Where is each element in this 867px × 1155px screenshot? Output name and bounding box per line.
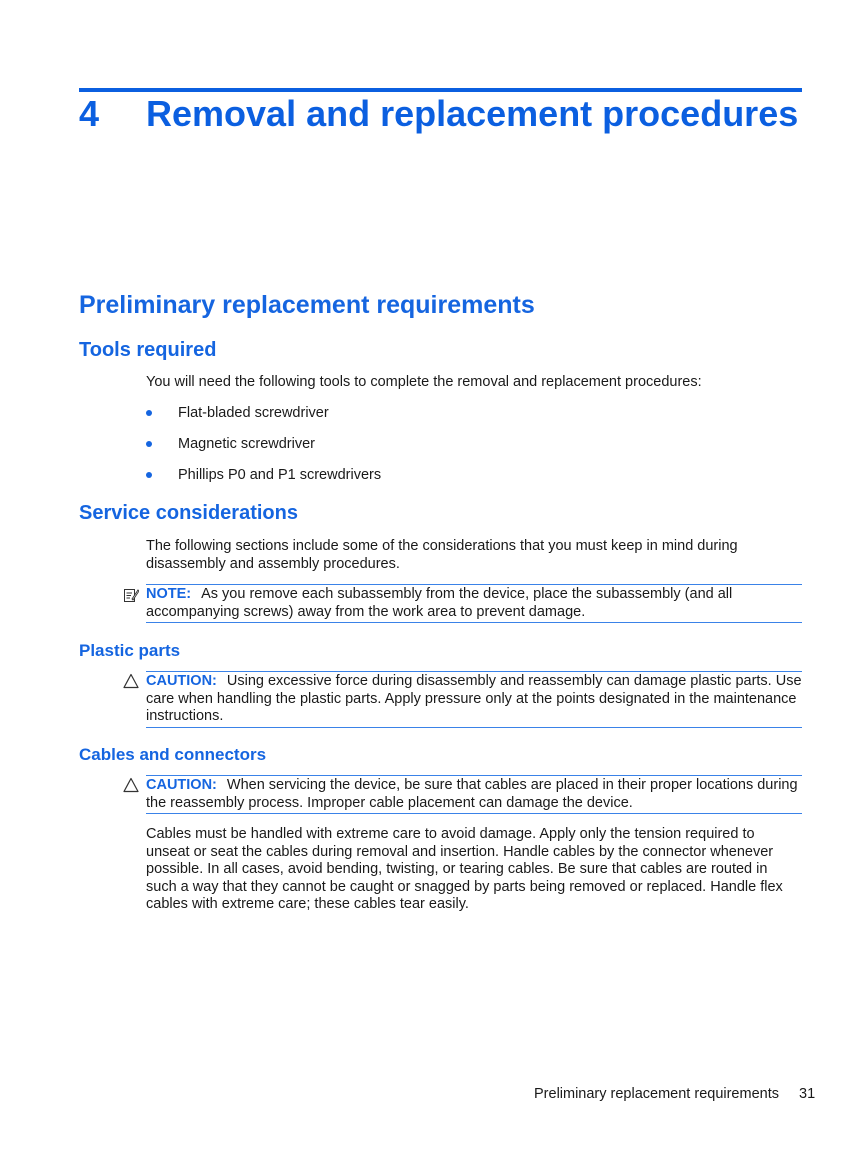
tools-heading: Tools required: [79, 339, 217, 361]
chapter-number: 4: [79, 93, 100, 134]
chapter-top-rule: [79, 88, 802, 92]
tools-list: [146, 404, 381, 497]
chapter-heading: [79, 93, 798, 135]
caution-triangle-icon: [123, 777, 139, 793]
note-box: [146, 584, 802, 623]
service-heading: Service considerations: [79, 502, 298, 524]
bullet-icon: [146, 441, 152, 447]
footer-section-title: Preliminary replacement requirements: [534, 1086, 779, 1102]
note-label: NOTE:: [146, 586, 192, 602]
caution-triangle-icon: [123, 673, 139, 689]
page-number: 31: [799, 1086, 816, 1102]
tools-intro: You will need the following tools to complete the removal and replacement procedures:: [146, 374, 702, 390]
caution-text: Using excessive force during disassembly and reassembly can damage plastic parts. Use care when handling the plastic parts. Apply pressure only at the points designated in the maintenance instructions.: [146, 673, 802, 724]
cables-caution-box: [146, 775, 802, 814]
cables-body: Cables must be handled with extreme care to avoid damage. Apply only the tension required to unseat or seat the cables during removal and insertion. Handle cables by the connector whenever possible. In all cases, avoid bending, twisting, or tearing cables. Be sure that cables are routed in such a way that they cannot be caught or snagged by parts being removed or replaced. Handle flex cables with extreme care; these cables tear easily.: [146, 826, 783, 912]
service-intro: The following sections include some of the considerations that you must keep in mind during disassembly and assembly procedures.: [146, 538, 738, 572]
plastic-caution-box: [146, 671, 802, 728]
cables-heading: Cables and connectors: [79, 745, 267, 764]
note-pencil-icon: [123, 587, 139, 603]
plastic-heading: Plastic parts: [79, 641, 181, 660]
list-item: Magnetic screwdriver: [146, 435, 381, 466]
list-item: Phillips P0 and P1 screwdrivers: [146, 466, 381, 497]
caution-label: CAUTION:: [146, 673, 217, 689]
bullet-icon: [146, 472, 152, 478]
chapter-title: Removal and replacement procedures: [146, 93, 799, 134]
section-title: Preliminary replacement requirements: [79, 291, 535, 319]
caution-text: When servicing the device, be sure that cables are placed in their proper locations during the reassembly process. Improper cable placement can damage the device.: [146, 777, 798, 811]
caution-label: CAUTION:: [146, 777, 217, 793]
note-text: As you remove each subassembly from the device, place the subassembly (and all accompanying screws) away from the work area to prevent damage.: [146, 586, 733, 620]
bullet-icon: [146, 410, 152, 416]
list-item: Flat-bladed screwdriver: [146, 404, 381, 435]
